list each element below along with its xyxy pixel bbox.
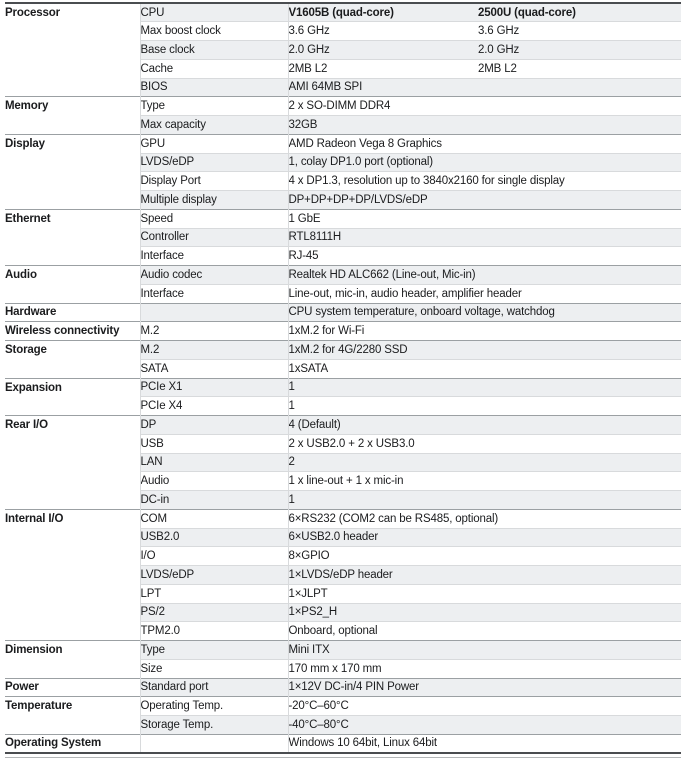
value-cell: 2.0 GHz (288, 41, 478, 60)
attribute-cell: Interface (140, 247, 288, 266)
value-cell: 1 (288, 491, 681, 510)
value-cell: 1xSATA (288, 359, 681, 378)
category-cell: Ethernet (5, 209, 140, 228)
attribute-cell: Audio codec (140, 266, 288, 285)
category-cell (5, 434, 140, 453)
category-cell (5, 78, 140, 97)
category-cell: Operating System (5, 734, 140, 753)
table-row (5, 584, 681, 603)
attribute-cell: Multiple display (140, 191, 288, 210)
category-cell: Storage (5, 341, 140, 360)
table-row (5, 134, 681, 153)
category-cell: Hardware (5, 303, 140, 322)
category-cell: Expansion (5, 378, 140, 397)
category-cell (5, 153, 140, 172)
table-row (5, 509, 681, 528)
table-row (5, 172, 681, 191)
table-row (5, 341, 681, 360)
category-cell: Audio (5, 266, 140, 285)
attribute-cell: Cache (140, 59, 288, 78)
value-cell: 1xM.2 for 4G/2280 SSD (288, 341, 681, 360)
category-cell (5, 359, 140, 378)
value-cell: AMD Radeon Vega 8 Graphics (288, 134, 681, 153)
value-cell: 32GB (288, 116, 681, 135)
category-cell: Wireless connectivity (5, 322, 140, 341)
attribute-cell: DP (140, 416, 288, 435)
attribute-cell: LAN (140, 453, 288, 472)
table-row (5, 228, 681, 247)
table-row (5, 303, 681, 322)
attribute-cell: GPU (140, 134, 288, 153)
table-row (5, 153, 681, 172)
spec-table (5, 2, 681, 754)
category-cell: Memory (5, 97, 140, 116)
category-cell (5, 191, 140, 210)
value-cell: 2 x USB2.0 + 2 x USB3.0 (288, 434, 681, 453)
value-cell: 6×RS232 (COM2 can be RS485, optional) (288, 509, 681, 528)
value-cell: 6×USB2.0 header (288, 528, 681, 547)
bottom-rule (5, 757, 681, 758)
attribute-cell: CPU (140, 3, 288, 22)
attribute-cell: Type (140, 97, 288, 116)
table-row (5, 491, 681, 510)
attribute-cell: Speed (140, 209, 288, 228)
category-cell (5, 472, 140, 491)
attribute-cell: TPM2.0 (140, 622, 288, 641)
table-row (5, 97, 681, 116)
table-row (5, 472, 681, 491)
table-row (5, 191, 681, 210)
category-cell (5, 566, 140, 585)
table-row (5, 716, 681, 735)
attribute-cell: Display Port (140, 172, 288, 191)
value-cell: RTL8111H (288, 228, 681, 247)
attribute-cell: USB (140, 434, 288, 453)
category-cell (5, 59, 140, 78)
attribute-cell: COM (140, 509, 288, 528)
value-cell: 1, colay DP1.0 port (optional) (288, 153, 681, 172)
table-row (5, 359, 681, 378)
attribute-cell: Base clock (140, 41, 288, 60)
value-cell: Mini ITX (288, 641, 681, 660)
value-cell: 1 x line-out + 1 x mic-in (288, 472, 681, 491)
table-row (5, 547, 681, 566)
value-cell: 2 x SO-DIMM DDR4 (288, 97, 681, 116)
value-cell: 2MB L2 (288, 59, 478, 78)
value-cell: 1×PS2_H (288, 603, 681, 622)
value-cell: 1×JLPT (288, 584, 681, 603)
attribute-cell (140, 303, 288, 322)
category-cell (5, 547, 140, 566)
value-cell: 1×12V DC-in/4 PIN Power (288, 678, 681, 697)
table-row (5, 322, 681, 341)
value-cell: RJ-45 (288, 247, 681, 266)
attribute-cell: Storage Temp. (140, 716, 288, 735)
value-cell: 170 mm x 170 mm (288, 659, 681, 678)
table-row (5, 528, 681, 547)
category-cell (5, 622, 140, 641)
table-row (5, 659, 681, 678)
category-cell (5, 659, 140, 678)
attribute-cell: LVDS/eDP (140, 153, 288, 172)
attribute-cell: Interface (140, 284, 288, 303)
category-cell: Power (5, 678, 140, 697)
attribute-cell: PCIe X4 (140, 397, 288, 416)
table-row (5, 697, 681, 716)
attribute-cell: Size (140, 659, 288, 678)
category-cell (5, 397, 140, 416)
table-row (5, 247, 681, 266)
category-cell (5, 247, 140, 266)
category-cell (5, 228, 140, 247)
value-cell: Line-out, mic-in, audio header, amplifier header (288, 284, 681, 303)
table-row (5, 78, 681, 97)
category-cell: Dimension (5, 641, 140, 660)
attribute-cell: PS/2 (140, 603, 288, 622)
category-cell (5, 116, 140, 135)
attribute-cell: DC-in (140, 491, 288, 510)
value-cell: 8×GPIO (288, 547, 681, 566)
value-cell: 1 (288, 378, 681, 397)
category-cell (5, 528, 140, 547)
attribute-cell: BIOS (140, 78, 288, 97)
table-row (5, 284, 681, 303)
category-cell (5, 172, 140, 191)
attribute-cell: PCIe X1 (140, 378, 288, 397)
value-cell: AMI 64MB SPI (288, 78, 681, 97)
value-cell: Onboard, optional (288, 622, 681, 641)
attribute-cell: LPT (140, 584, 288, 603)
category-cell (5, 584, 140, 603)
table-row (5, 266, 681, 285)
category-cell: Temperature (5, 697, 140, 716)
table-row (5, 3, 681, 22)
attribute-cell: M.2 (140, 322, 288, 341)
table-row (5, 734, 681, 753)
attribute-cell (140, 734, 288, 753)
value-cell: 2500U (quad-core) (478, 3, 681, 22)
table-row (5, 397, 681, 416)
table-row (5, 603, 681, 622)
value-cell: DP+DP+DP+DP/LVDS/eDP (288, 191, 681, 210)
table-row (5, 566, 681, 585)
table-row (5, 378, 681, 397)
table-row (5, 678, 681, 697)
attribute-cell: Controller (140, 228, 288, 247)
category-cell (5, 716, 140, 735)
table-row (5, 622, 681, 641)
attribute-cell: Standard port (140, 678, 288, 697)
category-cell (5, 284, 140, 303)
category-cell (5, 603, 140, 622)
table-row (5, 453, 681, 472)
category-cell: Internal I/O (5, 509, 140, 528)
category-cell (5, 491, 140, 510)
category-cell: Processor (5, 3, 140, 22)
value-cell: 1xM.2 for Wi-Fi (288, 322, 681, 341)
value-cell: 1 GbE (288, 209, 681, 228)
category-cell (5, 22, 140, 41)
value-cell: 2MB L2 (478, 59, 681, 78)
value-cell: -20°C–60°C (288, 697, 681, 716)
attribute-cell: I/O (140, 547, 288, 566)
category-cell: Display (5, 134, 140, 153)
attribute-cell: Max capacity (140, 116, 288, 135)
value-cell: 1×LVDS/eDP header (288, 566, 681, 585)
table-row (5, 22, 681, 41)
table-row (5, 209, 681, 228)
attribute-cell: Operating Temp. (140, 697, 288, 716)
value-cell: 4 (Default) (288, 416, 681, 435)
table-row (5, 116, 681, 135)
value-cell: -40°C–80°C (288, 716, 681, 735)
value-cell: Windows 10 64bit, Linux 64bit (288, 734, 681, 753)
attribute-cell: Type (140, 641, 288, 660)
spec-table-body (5, 3, 681, 753)
value-cell: 2.0 GHz (478, 41, 681, 60)
attribute-cell: M.2 (140, 341, 288, 360)
attribute-cell: Max boost clock (140, 22, 288, 41)
table-row (5, 641, 681, 660)
value-cell: 3.6 GHz (288, 22, 478, 41)
value-cell: V1605B (quad-core) (288, 3, 478, 22)
table-row (5, 416, 681, 435)
category-cell (5, 41, 140, 60)
value-cell: CPU system temperature, onboard voltage, watchdog (288, 303, 681, 322)
attribute-cell: Audio (140, 472, 288, 491)
attribute-cell: LVDS/eDP (140, 566, 288, 585)
table-row (5, 59, 681, 78)
value-cell: Realtek HD ALC662 (Line-out, Mic-in) (288, 266, 681, 285)
value-cell: 3.6 GHz (478, 22, 681, 41)
category-cell: Rear I/O (5, 416, 140, 435)
table-row (5, 41, 681, 60)
table-row (5, 434, 681, 453)
attribute-cell: USB2.0 (140, 528, 288, 547)
category-cell (5, 453, 140, 472)
value-cell: 4 x DP1.3, resolution up to 3840x2160 for single display (288, 172, 681, 191)
value-cell: 1 (288, 397, 681, 416)
attribute-cell: SATA (140, 359, 288, 378)
value-cell: 2 (288, 453, 681, 472)
